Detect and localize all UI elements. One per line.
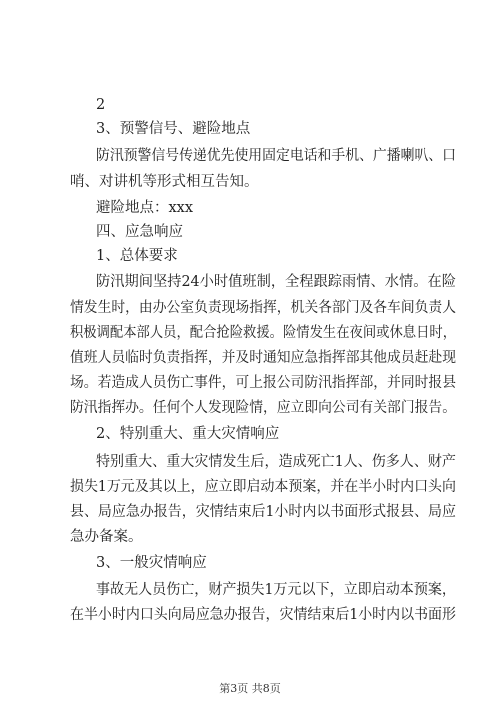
heading-emergency-response: 四、应急响应 bbox=[96, 224, 183, 240]
paragraph-general-disaster-line: 事故无人员伤亡，财产损失1万元以下，立即启动本预案， bbox=[96, 582, 456, 598]
paragraph-general-disaster-line: 在半小时内口头向局应急办报告，灾情结束后1小时内以书面形 bbox=[70, 607, 456, 623]
page-footer: 第3页 共8页 bbox=[219, 682, 281, 695]
paragraph-general-line: 积极调配本部人员，配合抢险救援。险情发生在夜间或休息日时， bbox=[70, 325, 457, 341]
paragraph-signal-line: 哨、对讲机等形式相互告知。 bbox=[70, 174, 259, 190]
paragraph-general-line: 值班人员临时负责指挥，并及时通知应急指挥部其他成员赶赴现 bbox=[70, 350, 456, 366]
paragraph-major-line: 县、局应急办报告，灾情结束后1小时内以书面形式报县、局应 bbox=[70, 504, 456, 520]
paragraph-general-line: 防汛指挥办。任何个人发现险情，应立即向公司有关部门报告。 bbox=[70, 400, 456, 416]
paragraph-general-line: 情发生时，由办公室负责现场指挥，机关各部门及各车间负责人 bbox=[70, 300, 456, 316]
paragraph-signal-line: 防汛预警信号传递优先使用固定电话和手机、广播喇叭、口 bbox=[96, 148, 456, 164]
paragraph-location: 避险地点：xxx bbox=[96, 200, 194, 216]
heading-major-disaster: 2、特别重大、重大灾情响应 bbox=[96, 426, 280, 442]
heading-warning-signal: 3、预警信号、避险地点 bbox=[96, 121, 251, 137]
paragraph-general-line: 防汛期间坚持24小时值班制，全程跟踪雨情、水情。在险 bbox=[96, 274, 457, 290]
page-marker: 2 bbox=[96, 97, 106, 113]
paragraph-major-line: 特别重大、重大灾情发生后，造成死亡1人、伤多人、财产 bbox=[96, 454, 456, 470]
heading-general-requirements: 1、总体要求 bbox=[96, 248, 178, 264]
heading-general-disaster: 3、一般灾情响应 bbox=[96, 555, 207, 571]
paragraph-major-line: 急办备案。 bbox=[70, 529, 143, 545]
paragraph-major-line: 损失1万元及其以上，应立即启动本预案，并在半小时内口头向 bbox=[70, 479, 456, 495]
paragraph-general-line: 场。若造成人员伤亡事件，可上报公司防汛指挥部，并同时报县 bbox=[70, 375, 456, 391]
